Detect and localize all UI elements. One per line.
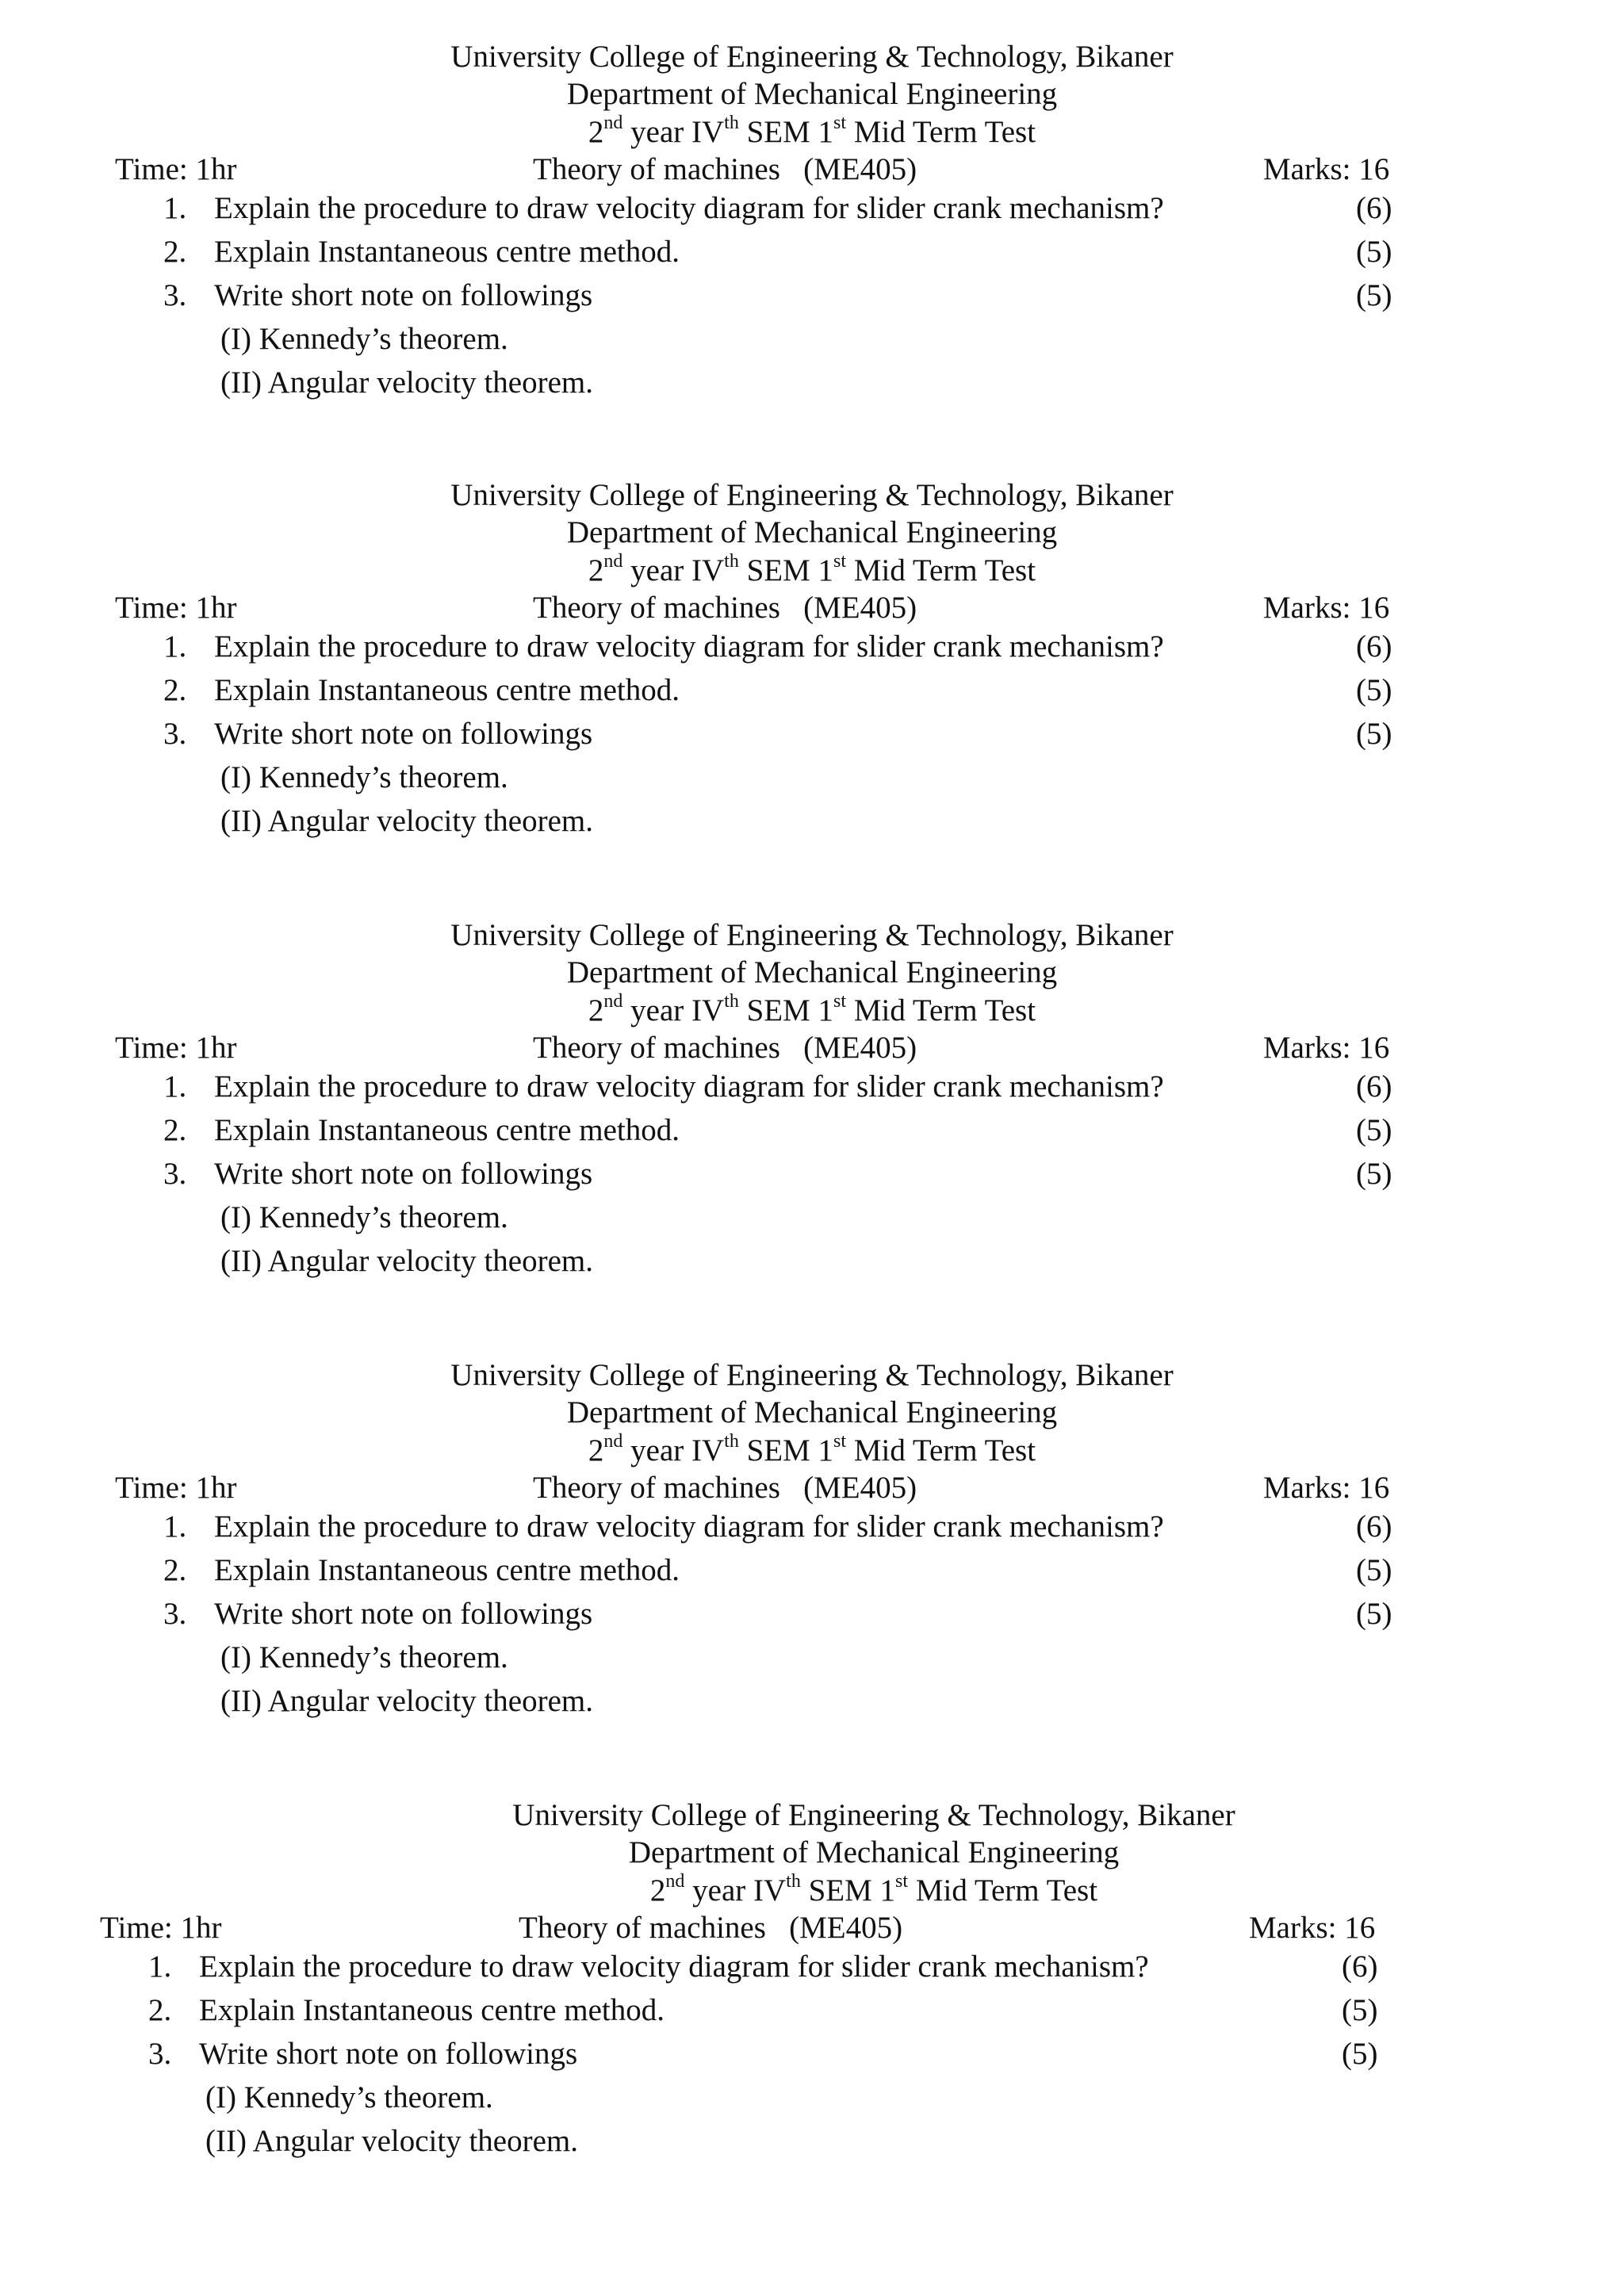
sub-item: (II) Angular velocity theorem. [220, 365, 593, 400]
question-number: 3. [163, 1157, 187, 1191]
question-number: 1. [163, 1070, 187, 1104]
question-number: 3. [163, 278, 187, 312]
sub-item: (II) Angular velocity theorem. [220, 1684, 593, 1718]
question-marks: (6) [1342, 1950, 1378, 1984]
question-number: 1. [163, 191, 187, 225]
sub-item: (I) Kennedy’s theorem. [220, 322, 508, 356]
question-paper-5 [0, 1800, 1624, 2172]
institution-name: University College of Engineering & Technology, Bikaner [450, 918, 1174, 952]
subject-label: Theory of machines (ME405) [533, 591, 917, 625]
institution-name: University College of Engineering & Technology, Bikaner [450, 40, 1174, 74]
sub-item: (I) Kennedy’s theorem. [205, 2080, 493, 2114]
question-text: Explain the procedure to draw velocity diagram for slider crank mechanism? [214, 629, 1164, 664]
question-number: 2. [163, 235, 187, 269]
question-marks: (5) [1356, 1553, 1392, 1587]
total-marks-label: Marks: 16 [1249, 1911, 1376, 1945]
question-number: 1. [163, 1510, 187, 1544]
total-marks-label: Marks: 16 [1263, 1471, 1390, 1505]
question-number: 2. [163, 1553, 187, 1587]
question-number: 3. [148, 2037, 172, 2071]
test-title: 2nd year IVth SEM 1st Mid Term Test [588, 991, 1036, 1027]
question-marks: (5) [1356, 717, 1392, 751]
question-text: Write short note on followings [214, 1597, 593, 1631]
question-text: Explain Instantaneous centre method. [199, 1993, 665, 2027]
time-label: Time: 1hr [115, 1471, 237, 1505]
question-marks: (5) [1356, 673, 1392, 707]
total-marks-label: Marks: 16 [1263, 591, 1390, 625]
department-name: Department of Mechanical Engineering [566, 955, 1058, 989]
total-marks-label: Marks: 16 [1263, 1031, 1390, 1065]
subject-label: Theory of machines (ME405) [533, 1471, 917, 1505]
question-paper-3 [0, 920, 1624, 1292]
question-marks: (6) [1356, 1510, 1392, 1544]
subject-label: Theory of machines (ME405) [533, 152, 917, 186]
department-name: Department of Mechanical Engineering [566, 1395, 1058, 1429]
institution-name: University College of Engineering & Technology, Bikaner [512, 1798, 1235, 1832]
question-number: 1. [163, 629, 187, 664]
sub-item: (II) Angular velocity theorem. [220, 804, 593, 838]
department-name: Department of Mechanical Engineering [566, 515, 1058, 549]
question-marks: (6) [1356, 1070, 1392, 1104]
question-text: Write short note on followings [214, 278, 593, 312]
test-title: 2nd year IVth SEM 1st Mid Term Test [588, 551, 1036, 587]
time-label: Time: 1hr [115, 152, 237, 186]
department-name: Department of Mechanical Engineering [628, 1835, 1120, 1869]
test-title: 2nd year IVth SEM 1st Mid Term Test [588, 1431, 1036, 1468]
sub-item: (II) Angular velocity theorem. [205, 2124, 578, 2158]
time-label: Time: 1hr [100, 1911, 222, 1945]
question-text: Explain the procedure to draw velocity diagram for slider crank mechanism? [214, 191, 1164, 225]
question-text: Write short note on followings [214, 717, 593, 751]
question-text: Explain Instantaneous centre method. [214, 235, 680, 269]
sub-item: (I) Kennedy’s theorem. [220, 1640, 508, 1674]
question-marks: (5) [1356, 1157, 1392, 1191]
institution-name: University College of Engineering & Technology, Bikaner [450, 478, 1174, 512]
question-paper-1 [0, 41, 1624, 414]
question-paper-2 [0, 480, 1624, 852]
subject-label: Theory of machines (ME405) [519, 1911, 903, 1945]
question-number: 2. [163, 1113, 187, 1147]
subject-label: Theory of machines (ME405) [533, 1031, 917, 1065]
institution-name: University College of Engineering & Technology, Bikaner [450, 1358, 1174, 1392]
question-number: 3. [163, 717, 187, 751]
question-text: Explain Instantaneous centre method. [214, 1553, 680, 1587]
question-number: 2. [163, 673, 187, 707]
question-marks: (5) [1342, 2037, 1378, 2071]
question-number: 2. [148, 1993, 172, 2027]
question-marks: (5) [1356, 278, 1392, 312]
question-marks: (6) [1356, 629, 1392, 664]
question-text: Explain the procedure to draw velocity diagram for slider crank mechanism? [214, 1070, 1164, 1104]
question-marks: (5) [1356, 1597, 1392, 1631]
question-marks: (5) [1342, 1993, 1378, 2027]
test-title: 2nd year IVth SEM 1st Mid Term Test [649, 1871, 1098, 1908]
question-text: Explain Instantaneous centre method. [214, 1113, 680, 1147]
question-marks: (5) [1356, 1113, 1392, 1147]
question-text: Explain the procedure to draw velocity diagram for slider crank mechanism? [199, 1950, 1149, 1984]
question-text: Write short note on followings [214, 1157, 593, 1191]
sub-item: (I) Kennedy’s theorem. [220, 760, 508, 794]
sub-item: (I) Kennedy’s theorem. [220, 1200, 508, 1234]
time-label: Time: 1hr [115, 591, 237, 625]
question-number: 1. [148, 1950, 172, 1984]
question-paper-4 [0, 1360, 1624, 1732]
question-marks: (6) [1356, 191, 1392, 225]
question-text: Write short note on followings [199, 2037, 578, 2071]
department-name: Department of Mechanical Engineering [566, 77, 1058, 111]
question-number: 3. [163, 1597, 187, 1631]
test-title: 2nd year IVth SEM 1st Mid Term Test [588, 113, 1036, 149]
question-text: Explain the procedure to draw velocity diagram for slider crank mechanism? [214, 1510, 1164, 1544]
total-marks-label: Marks: 16 [1263, 152, 1390, 186]
sub-item: (II) Angular velocity theorem. [220, 1244, 593, 1278]
question-marks: (5) [1356, 235, 1392, 269]
question-text: Explain Instantaneous centre method. [214, 673, 680, 707]
time-label: Time: 1hr [115, 1031, 237, 1065]
